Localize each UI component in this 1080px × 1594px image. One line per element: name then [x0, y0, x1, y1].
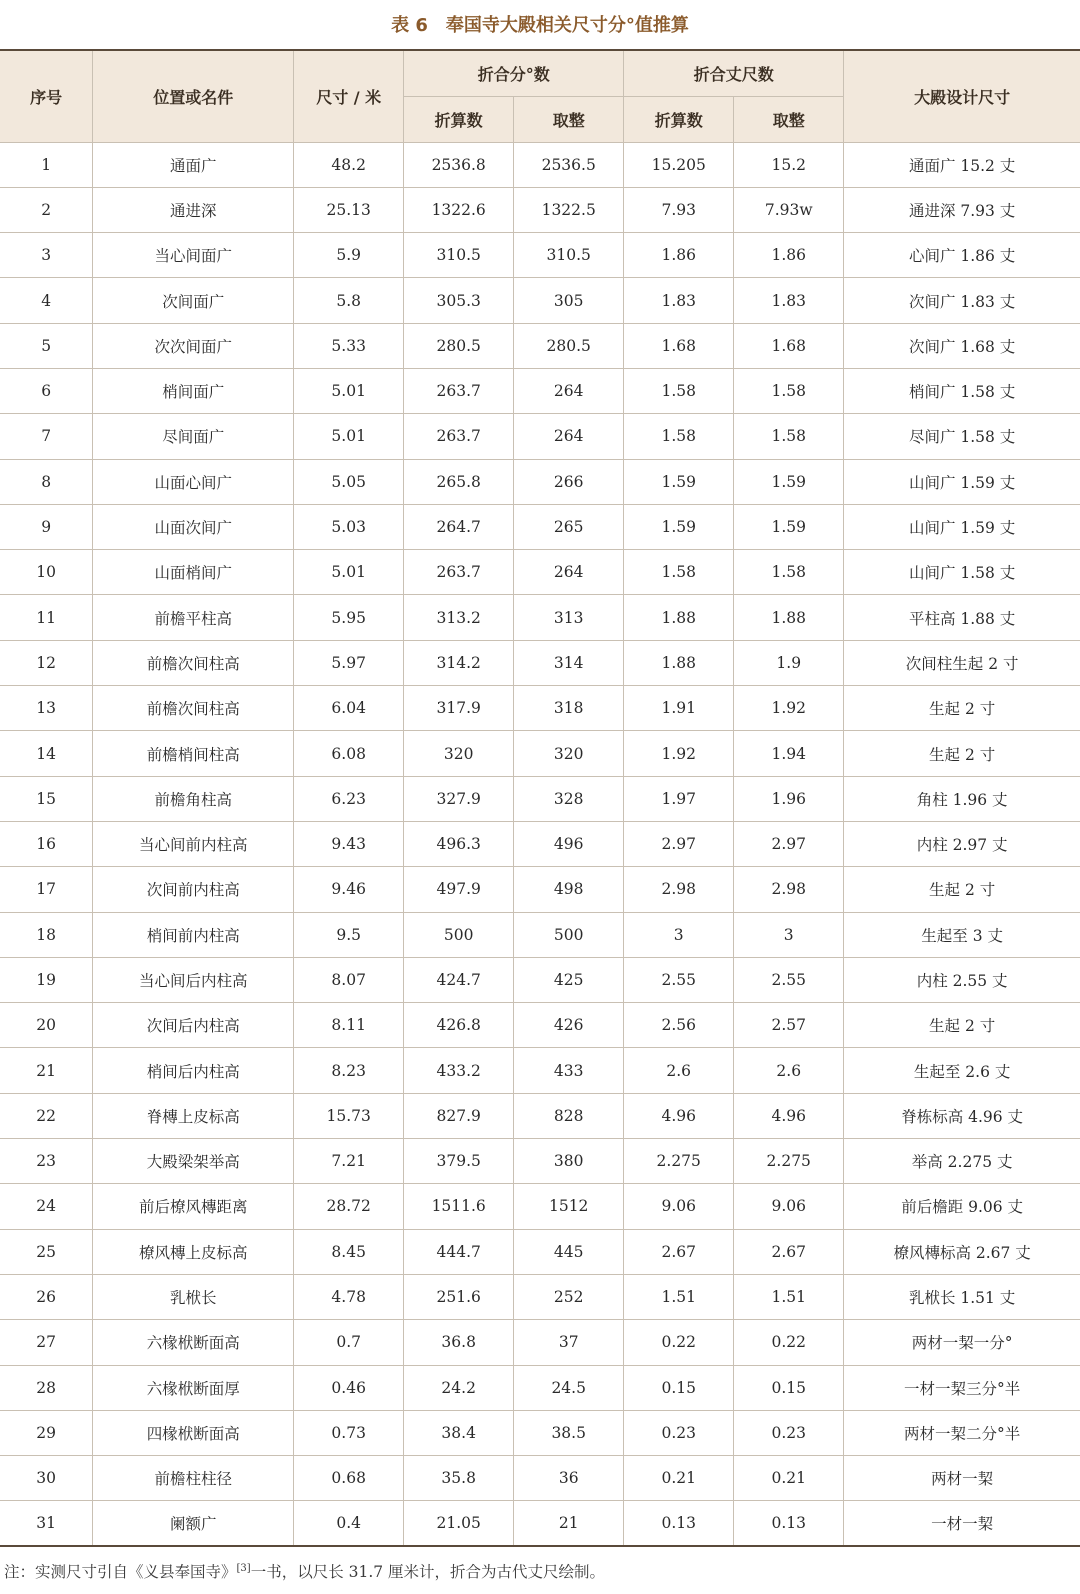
cell-fen-round: 318 [514, 686, 624, 731]
cell-name: 前檐柱柱径 [93, 1456, 294, 1501]
cell-size: 9.5 [294, 912, 404, 957]
table-title [0, 0, 1080, 52]
cell-name: 六椽栿断面厚 [93, 1365, 294, 1410]
cell-zhang-round: 1.68 [734, 323, 844, 368]
table-row [0, 504, 1080, 549]
cell-design: 一材一栔 [844, 1501, 1080, 1546]
cell-zhang-round: 1.59 [734, 504, 844, 549]
cell-index: 16 [0, 821, 93, 866]
table-number: 表 6 [391, 15, 428, 36]
cell-index: 12 [0, 640, 93, 685]
cell-name: 尽间面广 [93, 414, 294, 459]
cell-fen-round: 500 [514, 912, 624, 957]
cell-index: 9 [0, 504, 93, 549]
cell-index: 28 [0, 1365, 93, 1410]
cell-zhang-round: 1.94 [734, 731, 844, 776]
table-row [0, 1003, 1080, 1048]
table-row [0, 867, 1080, 912]
header-zhang-group: 折合丈尺数 [624, 50, 844, 96]
cell-zhang-calc: 1.59 [624, 459, 734, 504]
cell-zhang-round: 1.58 [734, 414, 844, 459]
table-row [0, 368, 1080, 413]
table-row [0, 1501, 1080, 1546]
cell-index: 6 [0, 368, 93, 413]
cell-design: 通面广 15.2 丈 [844, 142, 1080, 187]
cell-index: 27 [0, 1320, 93, 1365]
cell-size: 5.01 [294, 368, 404, 413]
table-row [0, 776, 1080, 821]
cell-zhang-round: 2.6 [734, 1048, 844, 1093]
cell-index: 5 [0, 323, 93, 368]
cell-zhang-calc: 1.68 [624, 323, 734, 368]
cell-size: 28.72 [294, 1184, 404, 1229]
cell-size: 5.8 [294, 278, 404, 323]
cell-zhang-round: 1.58 [734, 368, 844, 413]
table-note [4, 1556, 1074, 1585]
cell-size: 9.46 [294, 867, 404, 912]
cell-size: 6.23 [294, 776, 404, 821]
cell-fen-round: 496 [514, 821, 624, 866]
cell-name: 当心间后内柱高 [93, 957, 294, 1002]
cell-index: 8 [0, 459, 93, 504]
cell-zhang-calc: 4.96 [624, 1093, 734, 1138]
table-row [0, 686, 1080, 731]
cell-fen-calc: 424.7 [404, 957, 514, 1002]
table-row [0, 414, 1080, 459]
cell-design: 一材一栔三分°半 [844, 1365, 1080, 1410]
cell-design: 生起 2 寸 [844, 686, 1080, 731]
cell-name: 当心间面广 [93, 233, 294, 278]
cell-fen-calc: 2536.8 [404, 142, 514, 187]
cell-size: 48.2 [294, 142, 404, 187]
cell-zhang-calc: 2.98 [624, 867, 734, 912]
cell-fen-calc: 313.2 [404, 595, 514, 640]
cell-size: 8.45 [294, 1229, 404, 1274]
table-row [0, 233, 1080, 278]
cell-zhang-round: 3 [734, 912, 844, 957]
cell-size: 9.43 [294, 821, 404, 866]
cell-size: 5.9 [294, 233, 404, 278]
cell-fen-round: 425 [514, 957, 624, 1002]
cell-fen-round: 21 [514, 1501, 624, 1546]
cell-name: 当心间前内柱高 [93, 821, 294, 866]
cell-zhang-calc: 2.67 [624, 1229, 734, 1274]
table-row [0, 1410, 1080, 1455]
cell-size: 5.03 [294, 504, 404, 549]
cell-name: 前檐平柱高 [93, 595, 294, 640]
header-design: 大殿设计尺寸 [844, 50, 1080, 142]
table-row [0, 1274, 1080, 1319]
cell-name: 次次间面广 [93, 323, 294, 368]
table-body [0, 142, 1080, 1546]
cell-index: 21 [0, 1048, 93, 1093]
cell-index: 14 [0, 731, 93, 776]
cell-zhang-calc: 1.91 [624, 686, 734, 731]
cell-fen-calc: 320 [404, 731, 514, 776]
cell-fen-calc: 496.3 [404, 821, 514, 866]
cell-fen-calc: 38.4 [404, 1410, 514, 1455]
cell-design: 脊栋标高 4.96 丈 [844, 1093, 1080, 1138]
cell-zhang-round: 2.98 [734, 867, 844, 912]
cell-design: 次间柱生起 2 寸 [844, 640, 1080, 685]
cell-fen-calc: 327.9 [404, 776, 514, 821]
table-row [0, 142, 1080, 187]
cell-zhang-calc: 1.83 [624, 278, 734, 323]
table-row [0, 1229, 1080, 1274]
cell-design: 两材一栔二分°半 [844, 1410, 1080, 1455]
cell-index: 1 [0, 142, 93, 187]
note-suffix: 一书，以尺长 31.7 厘米计，折合为古代丈尺绘制。 [250, 1563, 606, 1582]
cell-fen-calc: 263.7 [404, 368, 514, 413]
cell-design: 通进深 7.93 丈 [844, 187, 1080, 232]
cell-zhang-round: 2.67 [734, 1229, 844, 1274]
cell-zhang-round: 4.96 [734, 1093, 844, 1138]
cell-fen-round: 265 [514, 504, 624, 549]
cell-zhang-calc: 1.58 [624, 550, 734, 595]
cell-size: 8.11 [294, 1003, 404, 1048]
cell-index: 2 [0, 187, 93, 232]
cell-name: 山面心间广 [93, 459, 294, 504]
cell-zhang-calc: 1.86 [624, 233, 734, 278]
cell-fen-calc: 500 [404, 912, 514, 957]
header-fen-round: 取整 [514, 96, 624, 142]
cell-size: 7.21 [294, 1139, 404, 1184]
cell-zhang-calc: 0.22 [624, 1320, 734, 1365]
cell-index: 7 [0, 414, 93, 459]
table-row [0, 957, 1080, 1002]
cell-design: 生起至 2.6 丈 [844, 1048, 1080, 1093]
cell-zhang-calc: 2.56 [624, 1003, 734, 1048]
cell-zhang-round: 2.55 [734, 957, 844, 1002]
cell-zhang-calc: 0.15 [624, 1365, 734, 1410]
cell-design: 山间广 1.59 丈 [844, 504, 1080, 549]
header-fen-group: 折合分°数 [404, 50, 624, 96]
cell-fen-calc: 444.7 [404, 1229, 514, 1274]
cell-zhang-calc: 2.55 [624, 957, 734, 1002]
cell-design: 举高 2.275 丈 [844, 1139, 1080, 1184]
header-zhang-calc: 折算数 [624, 96, 734, 142]
cell-design: 两材一栔 [844, 1456, 1080, 1501]
cell-zhang-round: 1.9 [734, 640, 844, 685]
cell-fen-calc: 497.9 [404, 867, 514, 912]
header-zhang-round: 取整 [734, 96, 844, 142]
cell-design: 次间广 1.83 丈 [844, 278, 1080, 323]
cell-name: 前檐次间柱高 [93, 686, 294, 731]
cell-size: 0.7 [294, 1320, 404, 1365]
cell-name: 橑风槫上皮标高 [93, 1229, 294, 1274]
cell-fen-round: 305 [514, 278, 624, 323]
note-reference: [3] [236, 1563, 251, 1574]
cell-size: 6.08 [294, 731, 404, 776]
cell-zhang-calc: 1.59 [624, 504, 734, 549]
cell-name: 通进深 [93, 187, 294, 232]
cell-fen-round: 320 [514, 731, 624, 776]
cell-size: 4.78 [294, 1274, 404, 1319]
cell-size: 25.13 [294, 187, 404, 232]
table-row [0, 1093, 1080, 1138]
cell-fen-round: 380 [514, 1139, 624, 1184]
cell-index: 31 [0, 1501, 93, 1546]
cell-zhang-calc: 0.21 [624, 1456, 734, 1501]
cell-name: 次间前内柱高 [93, 867, 294, 912]
cell-size: 5.33 [294, 323, 404, 368]
cell-zhang-round: 0.22 [734, 1320, 844, 1365]
cell-zhang-round: 1.96 [734, 776, 844, 821]
cell-size: 6.04 [294, 686, 404, 731]
cell-zhang-round: 1.51 [734, 1274, 844, 1319]
cell-fen-calc: 21.05 [404, 1501, 514, 1546]
cell-design: 平柱高 1.88 丈 [844, 595, 1080, 640]
cell-size: 0.68 [294, 1456, 404, 1501]
cell-zhang-calc: 7.93 [624, 187, 734, 232]
cell-design: 山间广 1.59 丈 [844, 459, 1080, 504]
cell-index: 24 [0, 1184, 93, 1229]
cell-zhang-round: 1.88 [734, 595, 844, 640]
dimension-table [0, 49, 1080, 1547]
cell-name: 梢间前内柱高 [93, 912, 294, 957]
cell-design: 梢间广 1.58 丈 [844, 368, 1080, 413]
cell-fen-calc: 317.9 [404, 686, 514, 731]
cell-index: 23 [0, 1139, 93, 1184]
cell-fen-round: 38.5 [514, 1410, 624, 1455]
cell-size: 0.73 [294, 1410, 404, 1455]
table-row [0, 550, 1080, 595]
cell-design: 内柱 2.55 丈 [844, 957, 1080, 1002]
cell-name: 次间面广 [93, 278, 294, 323]
cell-zhang-calc: 1.88 [624, 640, 734, 685]
cell-zhang-calc: 1.97 [624, 776, 734, 821]
cell-fen-round: 445 [514, 1229, 624, 1274]
cell-name: 乳栿长 [93, 1274, 294, 1319]
cell-fen-calc: 1511.6 [404, 1184, 514, 1229]
cell-fen-round: 24.5 [514, 1365, 624, 1410]
cell-fen-round: 264 [514, 550, 624, 595]
cell-fen-calc: 310.5 [404, 233, 514, 278]
cell-zhang-round: 2.57 [734, 1003, 844, 1048]
cell-fen-round: 313 [514, 595, 624, 640]
cell-fen-calc: 433.2 [404, 1048, 514, 1093]
header-name: 位置或名件 [93, 50, 294, 142]
cell-fen-calc: 36.8 [404, 1320, 514, 1365]
cell-size: 5.01 [294, 414, 404, 459]
cell-size: 8.23 [294, 1048, 404, 1093]
cell-fen-round: 433 [514, 1048, 624, 1093]
cell-fen-round: 252 [514, 1274, 624, 1319]
cell-name: 阑额广 [93, 1501, 294, 1546]
cell-size: 5.97 [294, 640, 404, 685]
cell-zhang-calc: 15.205 [624, 142, 734, 187]
cell-zhang-round: 0.21 [734, 1456, 844, 1501]
cell-fen-round: 264 [514, 414, 624, 459]
cell-design: 尽间广 1.58 丈 [844, 414, 1080, 459]
cell-fen-round: 37 [514, 1320, 624, 1365]
cell-design: 前后檐距 9.06 丈 [844, 1184, 1080, 1229]
cell-fen-round: 328 [514, 776, 624, 821]
cell-index: 15 [0, 776, 93, 821]
cell-index: 26 [0, 1274, 93, 1319]
cell-name: 前檐角柱高 [93, 776, 294, 821]
cell-index: 30 [0, 1456, 93, 1501]
cell-size: 0.4 [294, 1501, 404, 1546]
cell-index: 29 [0, 1410, 93, 1455]
cell-index: 25 [0, 1229, 93, 1274]
table-row [0, 821, 1080, 866]
cell-zhang-round: 1.59 [734, 459, 844, 504]
cell-fen-round: 310.5 [514, 233, 624, 278]
cell-name: 山面梢间广 [93, 550, 294, 595]
cell-design: 次间广 1.68 丈 [844, 323, 1080, 368]
cell-zhang-round: 1.83 [734, 278, 844, 323]
cell-fen-calc: 251.6 [404, 1274, 514, 1319]
cell-fen-calc: 24.2 [404, 1365, 514, 1410]
cell-size: 15.73 [294, 1093, 404, 1138]
cell-size: 5.05 [294, 459, 404, 504]
cell-fen-calc: 305.3 [404, 278, 514, 323]
cell-fen-round: 266 [514, 459, 624, 504]
cell-zhang-round: 2.97 [734, 821, 844, 866]
cell-fen-round: 1322.5 [514, 187, 624, 232]
cell-fen-calc: 426.8 [404, 1003, 514, 1048]
cell-zhang-round: 0.13 [734, 1501, 844, 1546]
cell-zhang-calc: 1.58 [624, 414, 734, 459]
cell-name: 次间后内柱高 [93, 1003, 294, 1048]
header-size: 尺寸 / 米 [294, 50, 404, 142]
note-prefix: 注：实测尺寸引自《义县奉国寺》 [4, 1563, 237, 1582]
cell-zhang-calc: 2.97 [624, 821, 734, 866]
table-row [0, 1320, 1080, 1365]
cell-zhang-round: 9.06 [734, 1184, 844, 1229]
table-row [0, 1048, 1080, 1093]
cell-zhang-calc: 1.58 [624, 368, 734, 413]
cell-design: 橑风槫标高 2.67 丈 [844, 1229, 1080, 1274]
cell-fen-round: 828 [514, 1093, 624, 1138]
cell-fen-round: 314 [514, 640, 624, 685]
table-row [0, 1184, 1080, 1229]
cell-zhang-round: 1.58 [734, 550, 844, 595]
table-row [0, 595, 1080, 640]
cell-fen-calc: 314.2 [404, 640, 514, 685]
cell-zhang-calc: 1.92 [624, 731, 734, 776]
cell-index: 11 [0, 595, 93, 640]
cell-size: 5.01 [294, 550, 404, 595]
cell-zhang-calc: 9.06 [624, 1184, 734, 1229]
cell-zhang-round: 1.92 [734, 686, 844, 731]
cell-zhang-round: 2.275 [734, 1139, 844, 1184]
cell-index: 10 [0, 550, 93, 595]
cell-zhang-round: 0.15 [734, 1365, 844, 1410]
cell-name: 大殿梁架举高 [93, 1139, 294, 1184]
cell-name: 四椽栿断面高 [93, 1410, 294, 1455]
table-row [0, 1456, 1080, 1501]
table-header [0, 50, 1080, 142]
cell-index: 20 [0, 1003, 93, 1048]
cell-fen-round: 2536.5 [514, 142, 624, 187]
cell-design: 生起 2 寸 [844, 1003, 1080, 1048]
cell-zhang-round: 15.2 [734, 142, 844, 187]
header-fen-calc: 折算数 [404, 96, 514, 142]
cell-fen-round: 280.5 [514, 323, 624, 368]
table-row [0, 323, 1080, 368]
cell-name: 前后橑风槫距离 [93, 1184, 294, 1229]
cell-design: 两材一栔一分° [844, 1320, 1080, 1365]
cell-index: 18 [0, 912, 93, 957]
cell-fen-round: 426 [514, 1003, 624, 1048]
cell-design: 角柱 1.96 丈 [844, 776, 1080, 821]
cell-fen-calc: 263.7 [404, 550, 514, 595]
cell-fen-round: 498 [514, 867, 624, 912]
cell-index: 19 [0, 957, 93, 1002]
cell-zhang-calc: 0.13 [624, 1501, 734, 1546]
cell-zhang-calc: 3 [624, 912, 734, 957]
cell-zhang-round: 7.93w [734, 187, 844, 232]
table-row [0, 1365, 1080, 1410]
cell-index: 4 [0, 278, 93, 323]
table-caption: 奉国寺大殿相关尺寸分°值推算 [445, 15, 689, 36]
cell-fen-calc: 263.7 [404, 414, 514, 459]
table-row [0, 731, 1080, 776]
cell-fen-round: 1512 [514, 1184, 624, 1229]
cell-design: 心间广 1.86 丈 [844, 233, 1080, 278]
cell-zhang-calc: 0.23 [624, 1410, 734, 1455]
cell-name: 脊槫上皮标高 [93, 1093, 294, 1138]
cell-zhang-calc: 2.275 [624, 1139, 734, 1184]
cell-name: 通面广 [93, 142, 294, 187]
cell-fen-calc: 1322.6 [404, 187, 514, 232]
cell-fen-calc: 265.8 [404, 459, 514, 504]
cell-name: 山面次间广 [93, 504, 294, 549]
cell-design: 生起 2 寸 [844, 867, 1080, 912]
cell-fen-calc: 35.8 [404, 1456, 514, 1501]
header-index: 序号 [0, 50, 93, 142]
cell-fen-round: 264 [514, 368, 624, 413]
cell-name: 梢间后内柱高 [93, 1048, 294, 1093]
cell-name: 六椽栿断面高 [93, 1320, 294, 1365]
cell-zhang-round: 0.23 [734, 1410, 844, 1455]
cell-zhang-calc: 1.51 [624, 1274, 734, 1319]
cell-index: 3 [0, 233, 93, 278]
cell-zhang-calc: 1.88 [624, 595, 734, 640]
table-row [0, 640, 1080, 685]
cell-design: 生起 2 寸 [844, 731, 1080, 776]
cell-fen-calc: 827.9 [404, 1093, 514, 1138]
table-row [0, 459, 1080, 504]
cell-name: 梢间面广 [93, 368, 294, 413]
cell-size: 8.07 [294, 957, 404, 1002]
cell-name: 前檐梢间柱高 [93, 731, 294, 776]
table-row [0, 278, 1080, 323]
cell-fen-round: 36 [514, 1456, 624, 1501]
cell-size: 0.46 [294, 1365, 404, 1410]
table-row [0, 912, 1080, 957]
cell-design: 山间广 1.58 丈 [844, 550, 1080, 595]
cell-size: 5.95 [294, 595, 404, 640]
cell-fen-calc: 379.5 [404, 1139, 514, 1184]
cell-zhang-round: 1.86 [734, 233, 844, 278]
cell-zhang-calc: 2.6 [624, 1048, 734, 1093]
cell-index: 13 [0, 686, 93, 731]
cell-fen-calc: 264.7 [404, 504, 514, 549]
cell-design: 乳栿长 1.51 丈 [844, 1274, 1080, 1319]
cell-name: 前檐次间柱高 [93, 640, 294, 685]
cell-index: 17 [0, 867, 93, 912]
table-row [0, 1139, 1080, 1184]
cell-index: 22 [0, 1093, 93, 1138]
cell-fen-calc: 280.5 [404, 323, 514, 368]
cell-design: 内柱 2.97 丈 [844, 821, 1080, 866]
table-row [0, 187, 1080, 232]
cell-design: 生起至 3 丈 [844, 912, 1080, 957]
